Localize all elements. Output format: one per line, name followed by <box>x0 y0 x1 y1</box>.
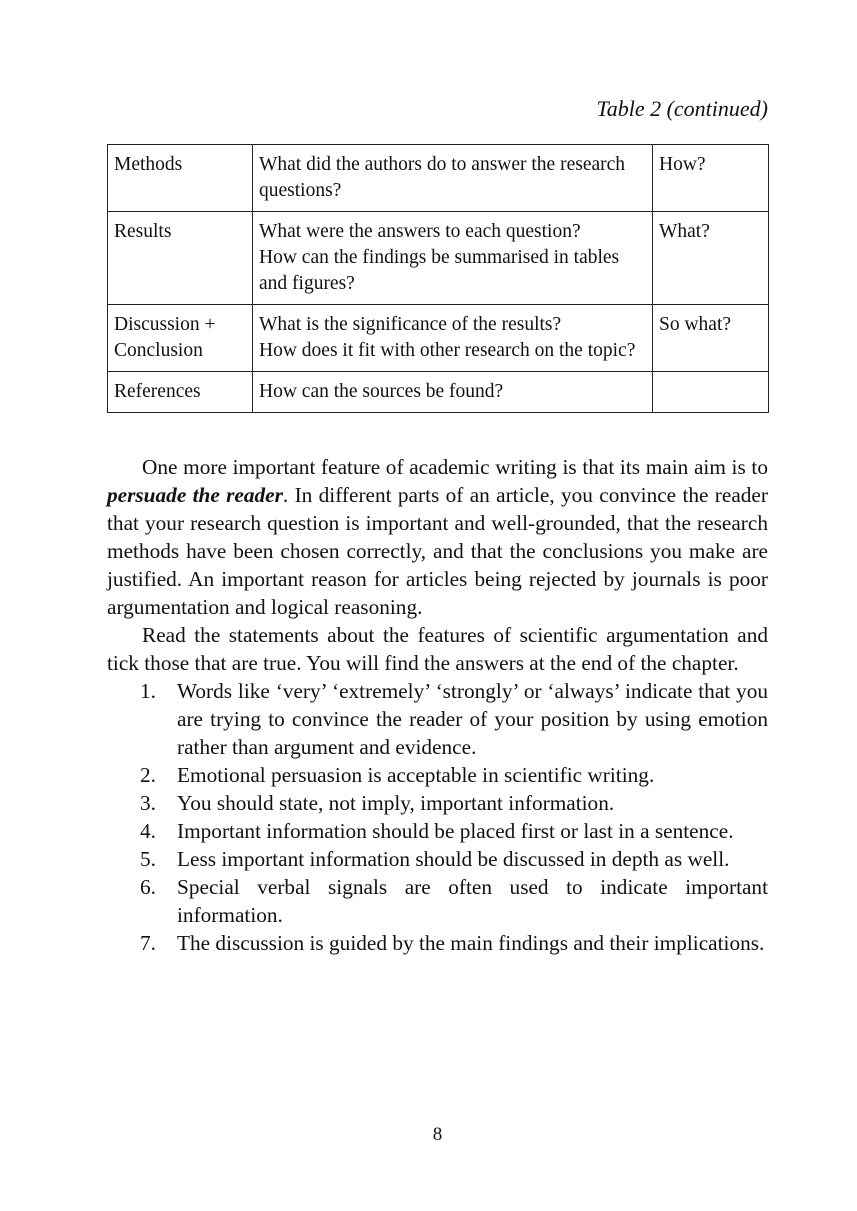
list-item-text: The discussion is guided by the main findings and their implications. <box>177 931 765 955</box>
table-cell-short-question <box>653 372 769 413</box>
emphasis-text: persuade the reader <box>107 483 283 507</box>
page-number: 8 <box>432 1124 443 1145</box>
list-number: 4. <box>140 819 156 843</box>
list-item-text: Emotional persuasion is acceptable in scientific writing. <box>177 763 655 787</box>
list-item <box>107 789 768 817</box>
table-cell-section: References <box>108 372 253 413</box>
table-cell-section: Results <box>108 212 253 305</box>
list-item <box>107 873 768 929</box>
paragraph-text: One more important feature of academic writing is that its main aim is to <box>142 455 768 479</box>
table-row <box>108 212 769 305</box>
list-item-text: Special verbal signals are often used to indicate important information. <box>177 875 768 927</box>
statements-list <box>107 677 768 957</box>
list-number: 6. <box>140 875 156 899</box>
list-item <box>107 677 768 761</box>
list-item <box>107 761 768 789</box>
list-item-text: You should state, not imply, important information. <box>177 791 615 815</box>
table-row <box>108 145 769 212</box>
paragraph-instructions: Read the statements about the features of scientific argumentation and tick those that are true. You will find the answers at the end of the chapter. <box>107 623 768 675</box>
list-number: 3. <box>140 791 156 815</box>
list-item-text: Less important information should be discussed in depth as well. <box>177 847 730 871</box>
list-number: 5. <box>140 847 156 871</box>
article-structure-table <box>107 144 769 413</box>
table-cell-short-question: How? <box>653 145 769 212</box>
list-item <box>107 929 768 957</box>
table-cell-question: What did the authors do to answer the research questions? <box>253 145 653 212</box>
list-item <box>107 845 768 873</box>
paragraph-persuasion <box>107 453 768 621</box>
table-caption: Table 2 (continued) <box>596 96 768 121</box>
table-row <box>108 305 769 372</box>
list-item-text: Important information should be placed first or last in a sentence. <box>177 819 734 843</box>
table-cell-short-question: So what? <box>653 305 769 372</box>
table-cell-section: Discussion + Conclusion <box>108 305 253 372</box>
paragraph-text: . In different parts of an article, you convince the reader that your research question is important and well-grounded, that the research methods have been chosen correctly, and that the conclusions you make are justified. An important reason for articles being rejected by journals is poor argumentation and logical reasoning. <box>107 483 768 619</box>
body-text <box>107 453 768 957</box>
list-number: 2. <box>140 763 156 787</box>
list-item <box>107 817 768 845</box>
list-item-text: Words like ‘very’ ‘extremely’ ‘strongly’ or ‘always’ indicate that you are trying to convince the reader of your position by using emotion rather than argument and evidence. <box>177 679 768 759</box>
table-row <box>108 372 769 413</box>
table-cell-question: What is the significance of the results? How does it fit with other research on the topic? <box>253 305 653 372</box>
list-number: 1. <box>140 679 156 703</box>
table-cell-question: What were the answers to each question? How can the findings be summarised in tables and figures? <box>253 212 653 305</box>
table-cell-short-question: What? <box>653 212 769 305</box>
table-cell-section: Methods <box>108 145 253 212</box>
list-number: 7. <box>140 931 156 955</box>
table-cell-question: How can the sources be found? <box>253 372 653 413</box>
